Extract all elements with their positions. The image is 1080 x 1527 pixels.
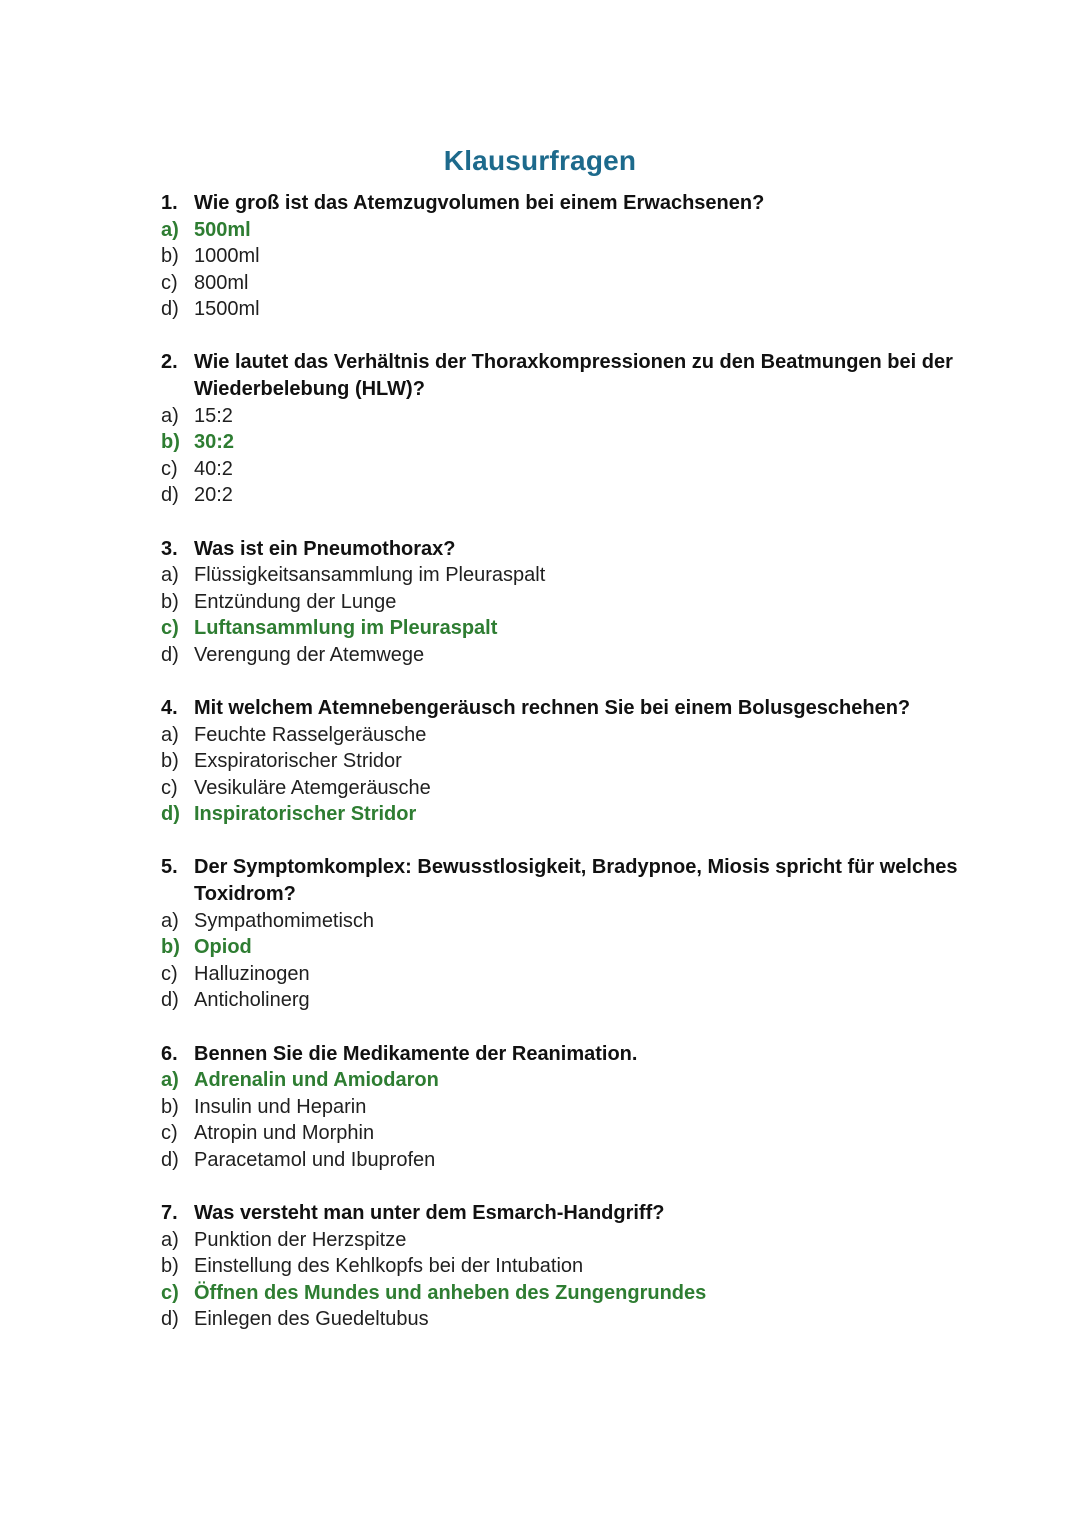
question-text: Was versteht man unter dem Esmarch-Handgriff? bbox=[194, 1202, 665, 1224]
answer-option-b bbox=[161, 934, 961, 961]
option-text: 30:2 bbox=[194, 431, 235, 454]
option-letter: c) bbox=[161, 457, 178, 480]
option-text: 40:2 bbox=[194, 457, 233, 480]
option-text: 1000ml bbox=[194, 245, 260, 268]
answer-option-a bbox=[161, 562, 961, 589]
option-letter: d) bbox=[161, 989, 179, 1012]
option-text: Paracetamol und Ibuprofen bbox=[194, 1148, 436, 1171]
answer-option-d bbox=[161, 987, 961, 1014]
question-header bbox=[161, 1041, 961, 1068]
question-header bbox=[161, 190, 961, 217]
option-text: 20:2 bbox=[194, 484, 233, 507]
question-2 bbox=[161, 349, 961, 509]
answer-option-a bbox=[161, 722, 961, 749]
answer-option-d bbox=[161, 296, 961, 323]
question-header bbox=[161, 349, 961, 402]
option-text: Entzündung der Lunge bbox=[194, 590, 397, 613]
question-number: 3. bbox=[161, 537, 178, 560]
answer-option-d bbox=[161, 642, 961, 669]
option-letter: d) bbox=[161, 803, 180, 826]
option-letter: b) bbox=[161, 1255, 179, 1278]
option-letter: b) bbox=[161, 750, 179, 773]
answer-option-c bbox=[161, 961, 961, 988]
option-letter: c) bbox=[161, 617, 179, 640]
option-text: Punktion der Herzspitze bbox=[194, 1228, 407, 1251]
answer-option-a bbox=[161, 1067, 961, 1094]
question-3 bbox=[161, 536, 961, 669]
question-text: Bennen Sie die Medikamente der Reanimation. bbox=[194, 1042, 638, 1065]
question-number: 1. bbox=[161, 192, 178, 214]
answer-option-a bbox=[161, 908, 961, 935]
page-title: Klausurfragen bbox=[443, 144, 637, 176]
option-letter: a) bbox=[161, 564, 179, 587]
answer-option-d bbox=[161, 801, 961, 828]
answer-option-c bbox=[161, 1280, 961, 1307]
option-letter: a) bbox=[161, 1069, 179, 1092]
answer-option-a bbox=[161, 217, 961, 244]
option-letter: a) bbox=[161, 218, 179, 241]
option-letter: b) bbox=[161, 590, 179, 613]
answer-option-b bbox=[161, 429, 961, 456]
answer-option-d bbox=[161, 482, 961, 509]
option-text: Halluzinogen bbox=[194, 962, 310, 985]
option-text: 800ml bbox=[194, 271, 249, 294]
answer-option-d bbox=[161, 1147, 961, 1174]
option-letter: a) bbox=[161, 909, 179, 932]
option-text: 1500ml bbox=[194, 298, 260, 321]
option-text: Exspiratorischer Stridor bbox=[194, 750, 402, 773]
question-header bbox=[161, 536, 961, 563]
option-text: Öffnen des Mundes und anheben des Zungengrundes bbox=[194, 1281, 707, 1304]
option-letter: b) bbox=[161, 1095, 179, 1118]
option-text: 500ml bbox=[194, 218, 251, 241]
question-1 bbox=[161, 190, 961, 323]
option-text: Insulin und Heparin bbox=[194, 1095, 367, 1118]
answer-option-c bbox=[161, 456, 961, 483]
option-text: Sympathomimetisch bbox=[194, 909, 375, 932]
answer-option-c bbox=[161, 775, 961, 802]
option-letter: d) bbox=[161, 1148, 179, 1171]
answer-option-d bbox=[161, 1306, 961, 1333]
question-7 bbox=[161, 1200, 961, 1333]
question-header bbox=[161, 695, 961, 722]
answer-option-b bbox=[161, 243, 961, 270]
option-letter: b) bbox=[161, 431, 180, 454]
question-text: Was ist ein Pneumothorax? bbox=[194, 537, 456, 560]
question-number: 7. bbox=[161, 1202, 178, 1224]
question-text: Mit welchem Atemnebengeräusch rechnen Sie bei einem Bolusgeschehen? bbox=[194, 697, 911, 719]
option-text: Vesikuläre Atemgeräusche bbox=[194, 776, 431, 799]
option-text: Flüssigkeitsansammlung im Pleuraspalt bbox=[194, 564, 546, 587]
option-text: Einstellung des Kehlkopfs bei der Intubation bbox=[194, 1255, 584, 1278]
answer-option-c bbox=[161, 615, 961, 642]
option-text: Verengung der Atemwege bbox=[194, 643, 425, 666]
answer-option-c bbox=[161, 270, 961, 297]
answer-option-b bbox=[161, 1094, 961, 1121]
option-text: Opiod bbox=[194, 936, 252, 959]
question-5 bbox=[161, 854, 961, 1014]
answer-option-b bbox=[161, 1253, 961, 1280]
question-6 bbox=[161, 1041, 961, 1174]
question-header bbox=[161, 854, 961, 907]
question-text: Wie lautet das Verhältnis der Thoraxkompressionen zu den Beatmungen bei der Wiederbelebung (HLW)? bbox=[194, 351, 953, 401]
answer-option-a bbox=[161, 1227, 961, 1254]
option-text: Einlegen des Guedeltubus bbox=[194, 1308, 429, 1331]
option-text: Adrenalin und Amiodaron bbox=[194, 1069, 439, 1092]
option-letter: c) bbox=[161, 271, 178, 294]
question-list bbox=[161, 190, 961, 1359]
option-letter: b) bbox=[161, 936, 180, 959]
question-header bbox=[161, 1200, 961, 1227]
answer-option-b bbox=[161, 748, 961, 775]
option-letter: c) bbox=[161, 1281, 179, 1304]
option-letter: d) bbox=[161, 1308, 179, 1331]
option-letter: c) bbox=[161, 776, 178, 799]
option-letter: d) bbox=[161, 484, 179, 507]
option-letter: a) bbox=[161, 1228, 179, 1251]
question-number: 4. bbox=[161, 697, 178, 719]
option-letter: a) bbox=[161, 723, 179, 746]
question-text: Wie groß ist das Atemzugvolumen bei einem Erwachsenen? bbox=[194, 192, 765, 214]
option-letter: d) bbox=[161, 298, 179, 321]
question-text: Der Symptomkomplex: Bewusstlosigkeit, Bradypnoe, Miosis spricht für welches Toxidrom? bbox=[194, 856, 958, 906]
answer-option-a bbox=[161, 403, 961, 430]
option-text: 15:2 bbox=[194, 404, 233, 427]
option-text: Feuchte Rasselgeräusche bbox=[194, 723, 427, 746]
option-text: Anticholinerg bbox=[194, 989, 310, 1012]
option-letter: d) bbox=[161, 643, 179, 666]
question-number: 5. bbox=[161, 856, 178, 879]
option-text: Inspiratorischer Stridor bbox=[194, 803, 417, 826]
option-letter: a) bbox=[161, 404, 179, 427]
question-number: 6. bbox=[161, 1042, 178, 1065]
answer-option-b bbox=[161, 589, 961, 616]
question-number: 2. bbox=[161, 351, 178, 374]
option-letter: b) bbox=[161, 245, 179, 268]
option-text: Atropin und Morphin bbox=[194, 1122, 375, 1145]
option-letter: c) bbox=[161, 962, 178, 985]
option-text: Luftansammlung im Pleuraspalt bbox=[194, 617, 498, 640]
option-letter: c) bbox=[161, 1122, 178, 1145]
answer-option-c bbox=[161, 1120, 961, 1147]
question-4 bbox=[161, 695, 961, 828]
